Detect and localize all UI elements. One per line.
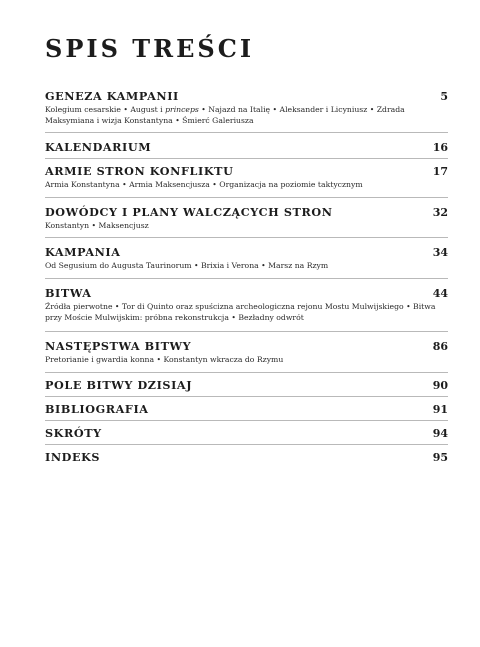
toc-heading: POLE BITWY DZISIAJ — [45, 378, 193, 392]
toc-heading: BITWA — [45, 286, 92, 300]
toc-heading: INDEKS — [45, 450, 101, 464]
toc-page-number: 90 — [432, 379, 448, 392]
toc-entry-dowodcy — [45, 205, 448, 232]
toc-page-number: 94 — [432, 427, 448, 440]
toc-page-number: 91 — [432, 403, 448, 416]
toc-subentries-text: • Najazd na Italię • Aleksander i Licyniusz • Zdrada Maksymiana i wizja Konstantyna • Śmierć Galeriusza — [45, 105, 405, 125]
divider — [45, 278, 448, 279]
toc-subentries: Źródła pierwotne • Tor di Quinto oraz spuścizna archeologiczna rejonu Mostu Mulwijskiego • Bitwa przy Moście Mulwijskim: próbna rekonstrukcja • Bezładny odwrót — [45, 302, 436, 322]
toc-entry-pole-bitwy — [45, 378, 448, 392]
toc-heading: BIBLIOGRAFIA — [45, 402, 149, 416]
toc-subentries-text: Kolegium cesarskie • August i — [45, 105, 166, 114]
toc-entry-kampania — [45, 245, 448, 272]
toc-page-number: 86 — [432, 340, 448, 353]
divider — [45, 132, 448, 133]
toc-heading: KALENDARIUM — [45, 140, 152, 154]
toc-heading: SKRÓTY — [45, 426, 102, 440]
toc-page-number: 95 — [432, 451, 448, 464]
divider — [45, 444, 448, 445]
toc-heading: KAMPANIA — [45, 245, 121, 259]
toc-page-number: 44 — [432, 287, 448, 300]
toc-entry-bibliografia — [45, 402, 448, 416]
divider — [45, 372, 448, 373]
toc-subentries: Pretorianie i gwardia konna • Konstantyn wkracza do Rzymu — [45, 355, 284, 364]
toc-heading: GENEZA KAMPANII — [45, 89, 179, 103]
toc-entry-indeks — [45, 450, 448, 464]
divider — [45, 197, 448, 198]
toc-entry-bitwa — [45, 286, 448, 323]
toc-entry-skroty — [45, 426, 448, 440]
toc-subentries: Od Segusium do Augusta Taurinorum • Brixia i Verona • Marsz na Rzym — [45, 261, 329, 270]
toc-page-number: 5 — [440, 90, 448, 103]
toc-heading: ARMIE STRON KONFLIKTU — [45, 164, 234, 178]
toc-entry-armie — [45, 164, 448, 191]
toc-page-number: 16 — [432, 141, 448, 154]
toc-page-number: 34 — [432, 246, 448, 259]
divider — [45, 158, 448, 159]
toc-entry-nastepstwa — [45, 339, 448, 366]
toc-heading: NASTĘPSTWA BITWY — [45, 339, 192, 353]
toc-entry-kalendarium — [45, 140, 448, 154]
divider — [45, 420, 448, 421]
toc-heading: DOWÓDCY I PLANY WALCZĄCYCH STRON — [45, 205, 333, 219]
toc-entry-geneza — [45, 89, 448, 126]
toc-subentries — [45, 105, 450, 126]
toc-page-number: 17 — [432, 165, 448, 178]
toc-page-number: 32 — [432, 206, 448, 219]
divider — [45, 396, 448, 397]
divider — [45, 331, 448, 332]
toc-subentries: Konstantyn • Maksencjusz — [45, 221, 149, 230]
toc-subentries-italic: princeps — [165, 105, 199, 114]
divider — [45, 237, 448, 238]
page-title: SPIS TREŚCI — [45, 34, 255, 63]
toc-subentries: Armia Konstantyna • Armia Maksencjusza • Organizacja na poziomie taktycznym — [45, 180, 363, 189]
